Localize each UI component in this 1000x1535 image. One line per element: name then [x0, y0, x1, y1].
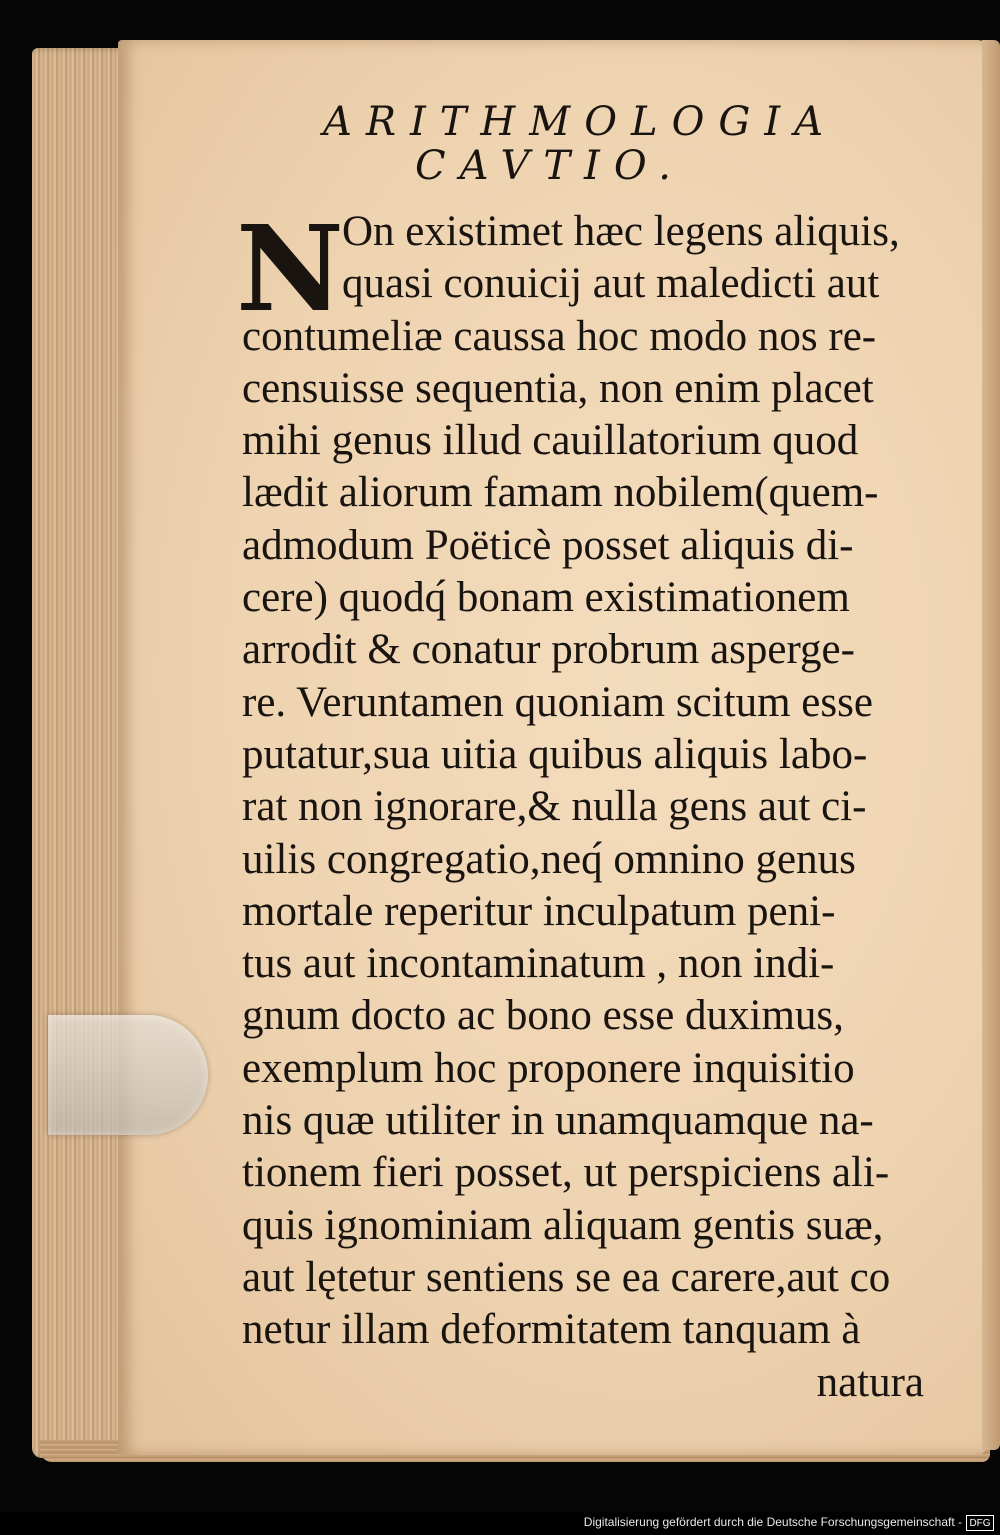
catchword: natura: [816, 1358, 924, 1406]
book-clip: [48, 1015, 208, 1135]
running-header: [300, 100, 860, 188]
text-line: putatur,sua uitia quibus aliquis labo-: [242, 730, 868, 778]
text-line: admodum Poëticè posset aliquis di-: [242, 521, 854, 569]
text-line: exemplum hoc proponere inquisitio: [242, 1044, 855, 1092]
text-line: netur illam deformitatem tanquam à: [242, 1306, 861, 1354]
text-line: re. Veruntamen quoniam scitum esse: [242, 678, 873, 726]
text-line: nis quæ utiliter in unamquamque na-: [242, 1097, 874, 1145]
text-line: censuisse sequentia, non enim placet: [242, 364, 874, 412]
facing-page-edge: [982, 40, 1000, 1450]
drop-capital: N: [236, 199, 344, 338]
text-line: arrodit & conatur probrum asperge-: [242, 626, 855, 674]
funding-credit: Digitalisierung gefördert durch die Deutsche Forschungsgemeinschaft -: [583, 1515, 962, 1529]
text-line: mihi genus illud cauillatorium quod: [242, 417, 859, 465]
text-line: rat non ignorare,& nulla gens aut ci-: [242, 783, 867, 831]
text-line: tus aut incontaminatum , non indi-: [242, 940, 835, 988]
page-edges: [32, 48, 132, 1458]
text-line: lædit aliorum famam nobilem(quem-: [242, 469, 879, 517]
text-line: tionem fieri posset, ut perspiciens ali-: [242, 1149, 890, 1197]
running-title: ARITHMOLOGIA: [322, 99, 838, 145]
text-line: On existimet hæc legens aliquis,: [342, 208, 900, 255]
text-line: gnum docto ac bono esse duximus,: [242, 992, 844, 1040]
text-line: cere) quodq́ bonam existimationem: [242, 574, 850, 622]
text-line: mortale reperitur inculpatum peni-: [242, 887, 836, 935]
dfg-logo-icon: DFG: [966, 1515, 994, 1531]
section-title: CAVTIO.: [414, 143, 686, 189]
text-line: aut lętetur sentiens se ea carere,aut co: [242, 1253, 891, 1301]
text-line: quasi conuicij aut maledicti aut: [342, 260, 880, 308]
text-line: contumeliæ caussa hoc modo nos re-: [242, 312, 877, 360]
text-line: uilis congregatio,neq́ omnino genus: [242, 835, 856, 883]
footer-bar: [0, 1512, 1000, 1535]
body-text: [242, 206, 962, 1409]
text-line: quis ignominiam aliquam gentis suæ,: [242, 1201, 884, 1249]
